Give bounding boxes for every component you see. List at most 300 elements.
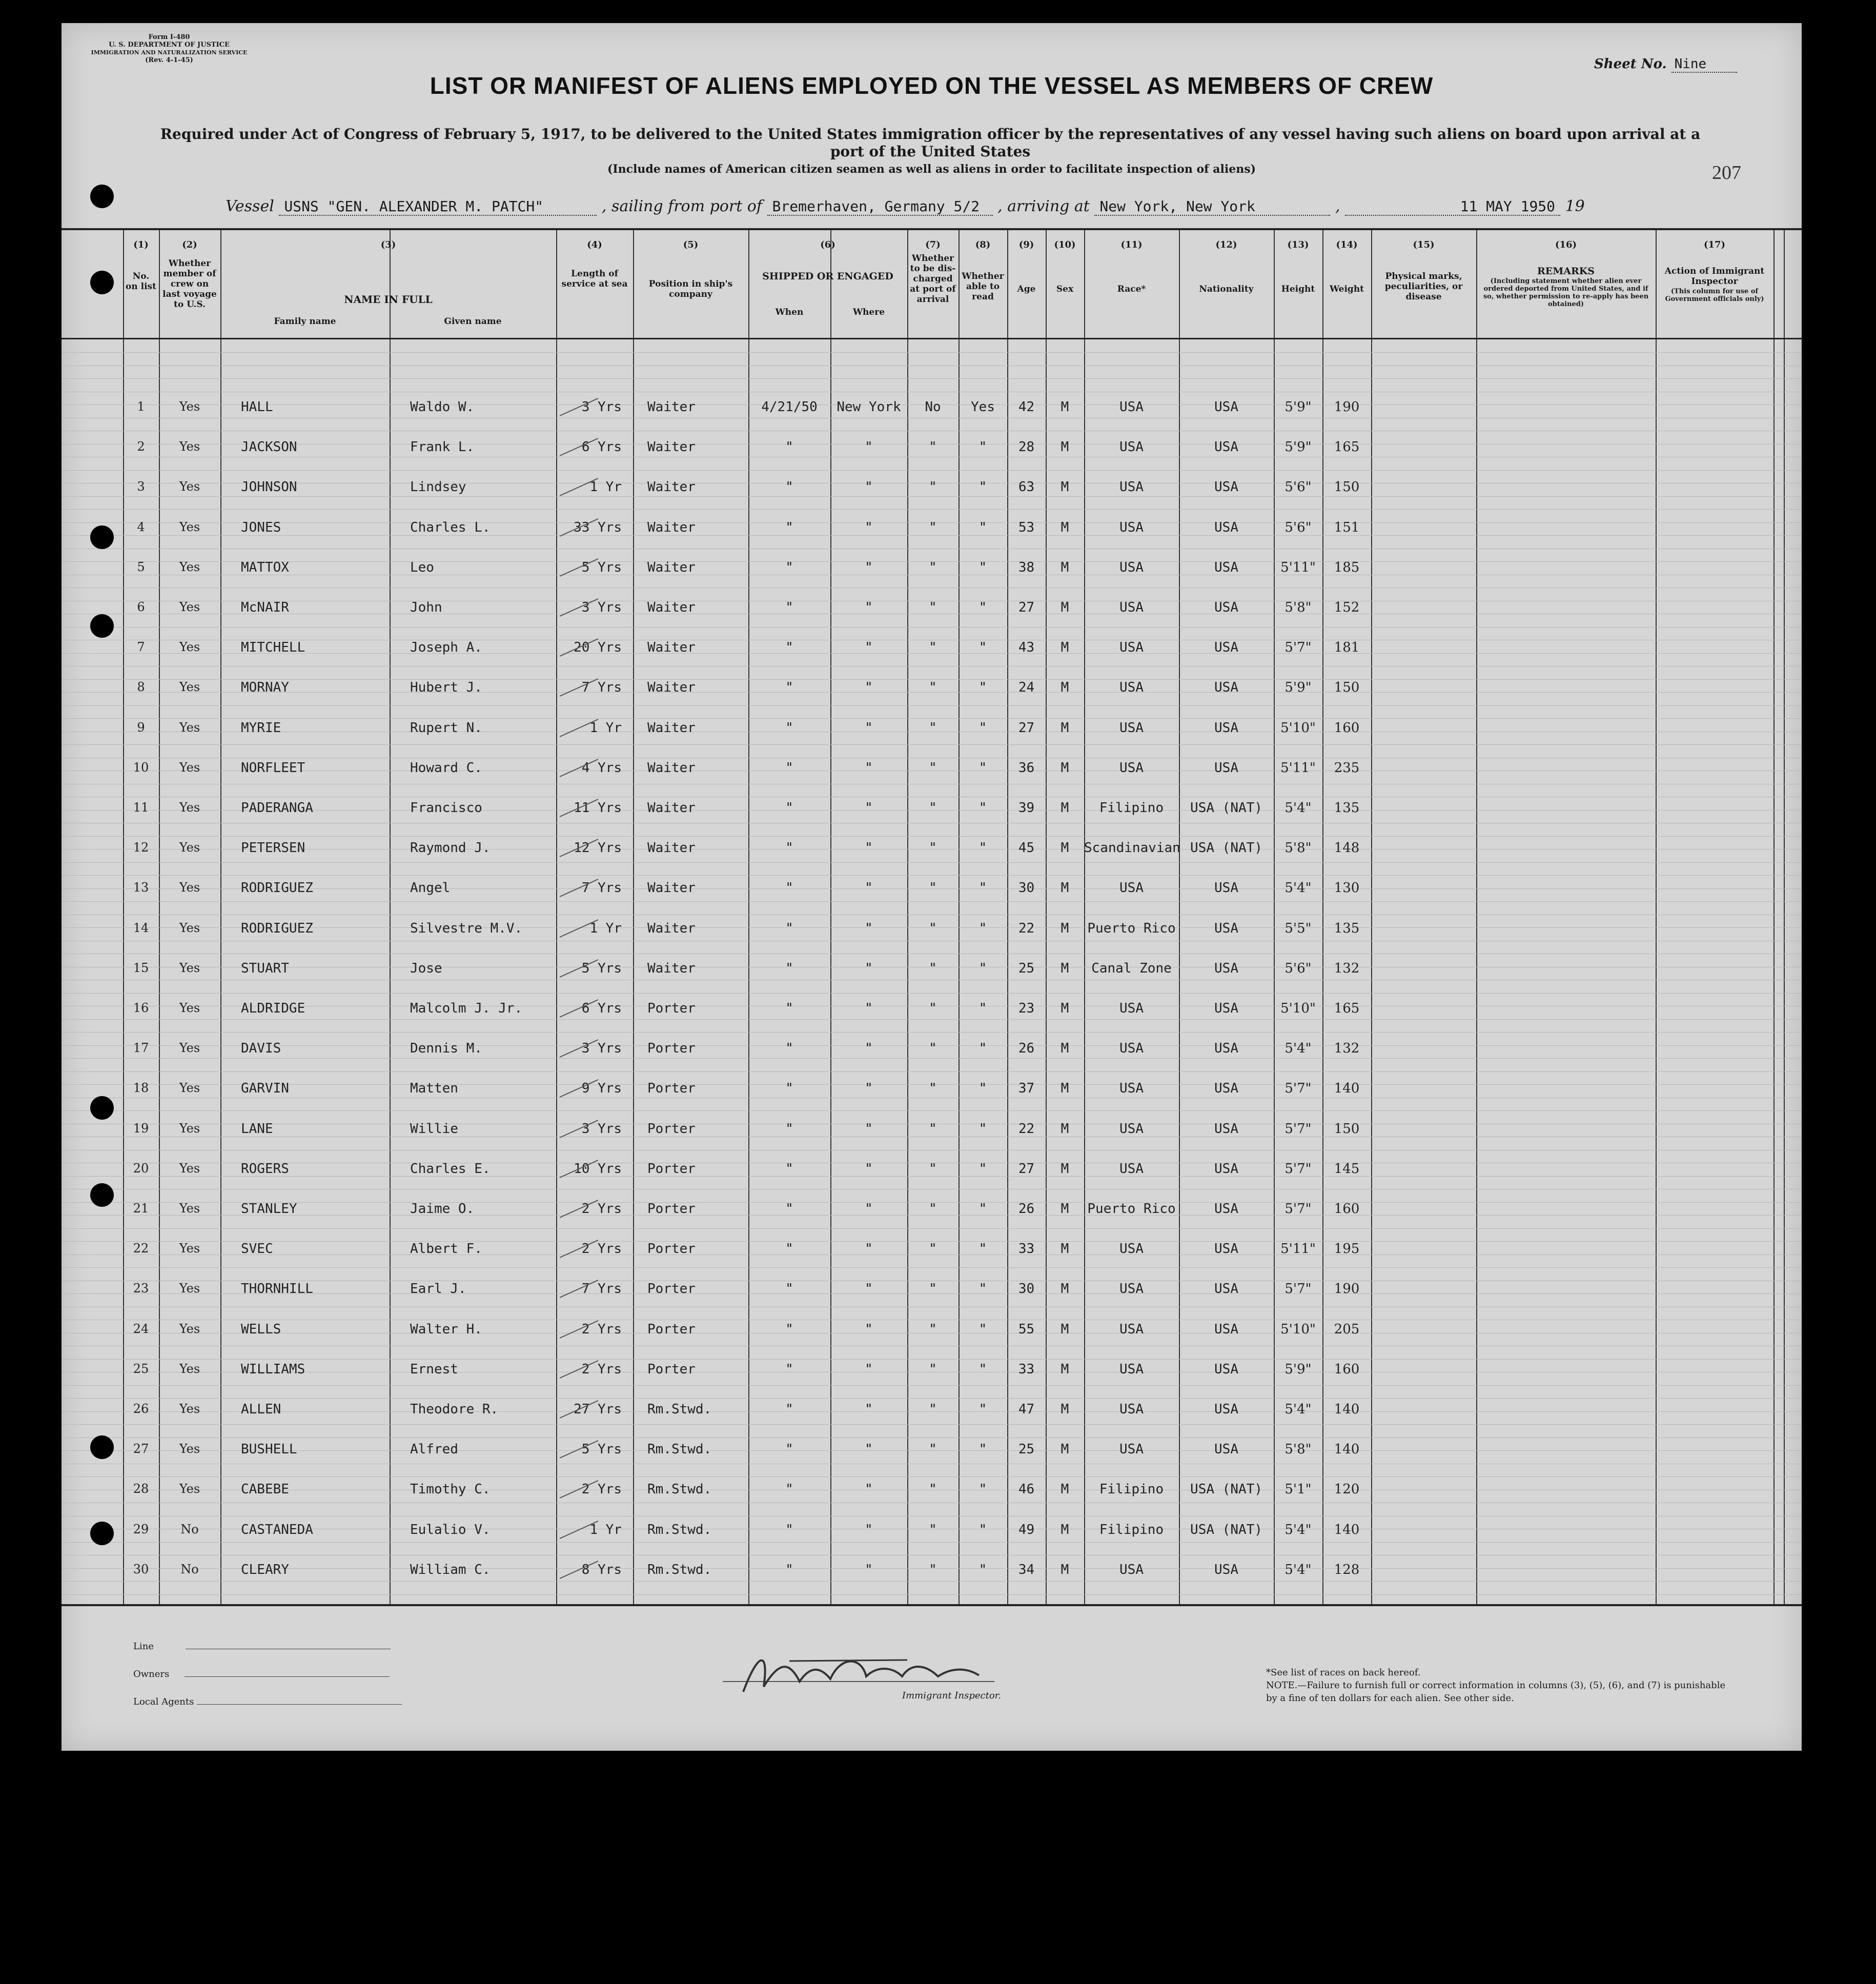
- row-height: 5'10": [1280, 720, 1316, 736]
- agents-label: Local Agents: [133, 1696, 194, 1707]
- row-where: ": [865, 1442, 873, 1457]
- row-number: 18: [133, 1081, 149, 1096]
- header-physical-marks: Physical marks, peculiarities, or disease: [1384, 271, 1463, 302]
- row-race: USA: [1119, 1402, 1144, 1417]
- row-race: USA: [1119, 1041, 1144, 1057]
- row-read: ": [978, 960, 987, 976]
- column-number: (9): [1018, 239, 1034, 250]
- row-number: 11: [133, 800, 149, 815]
- row-height: 5'7": [1284, 1081, 1312, 1097]
- row-sex: M: [1061, 1161, 1069, 1177]
- vessel-label: Vessel: [226, 197, 274, 215]
- row-age: 46: [1018, 1482, 1035, 1497]
- row-position: Waiter: [647, 600, 696, 615]
- row-age: 53: [1018, 519, 1035, 535]
- row-given-name: Eulalio V.: [410, 1522, 491, 1537]
- row-given-name: Ernest: [410, 1361, 458, 1377]
- row-given-name: William C.: [410, 1562, 491, 1577]
- column-number: (15): [1413, 239, 1435, 250]
- row-age: 45: [1018, 840, 1035, 856]
- row-discharged: ": [929, 720, 937, 736]
- row-where: ": [865, 1562, 873, 1577]
- row-position: Waiter: [647, 960, 696, 976]
- row-race: USA: [1119, 1321, 1144, 1337]
- row-discharged: ": [929, 1001, 937, 1016]
- row-number: 27: [133, 1442, 149, 1456]
- ruled-line: [62, 1267, 1802, 1268]
- row-sex: M: [1061, 399, 1069, 415]
- row-nationality: USA: [1214, 1121, 1238, 1137]
- row-given-name: Leo: [410, 559, 434, 575]
- row-height: 5'8": [1284, 840, 1312, 856]
- row-race: USA: [1119, 720, 1144, 736]
- row-race: USA: [1119, 1361, 1144, 1377]
- sailing-label: , sailing from port of: [601, 197, 762, 215]
- row-age: 23: [1018, 1001, 1035, 1016]
- form-meta: [82, 33, 256, 64]
- row-weight: 195: [1334, 1241, 1360, 1257]
- row-where: ": [865, 960, 873, 976]
- row-age: 49: [1018, 1522, 1035, 1537]
- row-weight: 185: [1334, 559, 1360, 575]
- row-read: ": [978, 1161, 987, 1177]
- row-nationality: USA: [1214, 1001, 1238, 1016]
- table-row: [62, 1522, 1802, 1543]
- row-nationality: USA: [1214, 439, 1238, 455]
- row-race: USA: [1119, 1241, 1144, 1257]
- row-service: 12 Yrs: [574, 840, 622, 856]
- check-mark-icon: [557, 1559, 603, 1580]
- row-given-name: Howard C.: [410, 760, 482, 776]
- row-discharged: ": [929, 559, 937, 575]
- row-height: 5'4": [1284, 1402, 1312, 1417]
- row-prev-voyage: Yes: [179, 880, 200, 895]
- header-remarks: REMARKS: [1537, 266, 1595, 277]
- row-race: USA: [1119, 1081, 1144, 1097]
- row-weight: 140: [1334, 1081, 1360, 1097]
- header-height: Height: [1281, 284, 1315, 294]
- row-nationality: USA: [1214, 1321, 1238, 1337]
- row-where: ": [865, 720, 873, 736]
- row-read: ": [978, 720, 987, 736]
- row-height: 5'4": [1284, 800, 1312, 816]
- row-discharged: ": [929, 479, 937, 495]
- row-number: 16: [133, 1001, 149, 1015]
- row-age: 25: [1018, 960, 1035, 976]
- row-position: Waiter: [647, 399, 696, 415]
- row-given-name: Francisco: [410, 800, 482, 816]
- row-where: ": [865, 760, 873, 776]
- row-position: Waiter: [647, 640, 696, 656]
- check-mark-icon: [557, 597, 603, 617]
- row-age: 38: [1018, 559, 1035, 575]
- row-discharged: ": [929, 1241, 937, 1257]
- row-when: ": [785, 1281, 793, 1297]
- row-nationality: USA: [1214, 1161, 1238, 1177]
- header-race: Race*: [1117, 284, 1146, 294]
- row-when: ": [785, 1081, 793, 1097]
- column-number: (17): [1703, 239, 1726, 250]
- row-when: ": [785, 1562, 793, 1577]
- row-when: ": [785, 1321, 793, 1337]
- row-family-name: SVEC: [241, 1241, 273, 1257]
- column-number: (10): [1054, 239, 1076, 250]
- row-read: ": [978, 1321, 987, 1337]
- row-family-name: WELLS: [241, 1321, 281, 1337]
- row-height: 5'4": [1284, 1522, 1312, 1537]
- ruled-line: [62, 1071, 1802, 1072]
- row-service: 20 Yrs: [574, 640, 622, 656]
- ruled-line: [62, 1385, 1802, 1386]
- row-discharged: No: [925, 399, 941, 415]
- punch-hole: [90, 1435, 114, 1459]
- row-where: ": [865, 1081, 873, 1097]
- row-given-name: Dennis M.: [410, 1041, 482, 1057]
- header-given-name: Given name: [444, 316, 502, 327]
- row-service: 2 Yrs: [581, 1361, 622, 1377]
- check-mark-icon: [557, 1519, 603, 1540]
- row-weight: 145: [1334, 1161, 1360, 1177]
- check-mark-icon: [557, 517, 603, 537]
- ruled-line: [62, 352, 1802, 353]
- row-when: ": [785, 920, 793, 936]
- header-no: No. on list: [126, 271, 156, 292]
- row-family-name: MITCHELL: [241, 640, 305, 656]
- table-row: [62, 760, 1802, 781]
- row-position: Porter: [647, 1121, 696, 1137]
- ruled-line: [62, 1476, 1802, 1477]
- row-race: USA: [1119, 559, 1144, 575]
- row-weight: 205: [1334, 1321, 1360, 1337]
- row-where: ": [865, 1201, 873, 1217]
- row-when: ": [785, 559, 793, 575]
- row-discharged: ": [929, 1121, 937, 1137]
- row-family-name: CASTANEDA: [241, 1522, 313, 1537]
- row-when: ": [785, 880, 793, 896]
- row-discharged: ": [929, 640, 937, 656]
- row-given-name: Raymond J.: [410, 840, 491, 856]
- row-position: Waiter: [647, 840, 696, 856]
- row-number: 2: [137, 439, 145, 454]
- row-weight: 120: [1334, 1482, 1360, 1497]
- row-nationality: USA: [1214, 519, 1238, 535]
- row-prev-voyage: Yes: [179, 1361, 200, 1376]
- ruled-line: [62, 901, 1802, 902]
- column-number: (7): [925, 239, 941, 250]
- row-weight: 160: [1334, 1201, 1360, 1217]
- row-family-name: MATTOX: [241, 559, 289, 575]
- row-service: 1 Yr: [589, 479, 622, 495]
- row-sex: M: [1061, 640, 1069, 656]
- row-age: 30: [1018, 1281, 1035, 1297]
- check-mark-icon: [557, 436, 603, 457]
- row-prev-voyage: Yes: [179, 1442, 200, 1456]
- row-service: 9 Yrs: [581, 1081, 622, 1097]
- row-position: Rm.Stwd.: [647, 1562, 712, 1577]
- header-name: NAME IN FULL: [344, 293, 433, 306]
- row-nationality: USA: [1214, 680, 1238, 696]
- row-prev-voyage: No: [180, 1562, 199, 1576]
- row-read: ": [978, 880, 987, 896]
- row-weight: 151: [1334, 519, 1360, 535]
- header-discharged: Whether to be dis-charged at port of arrival: [910, 253, 956, 305]
- row-nationality: USA (NAT): [1190, 840, 1262, 856]
- check-mark-icon: [557, 1319, 603, 1339]
- row-nationality: USA: [1214, 1361, 1238, 1377]
- row-given-name: Matten: [410, 1081, 458, 1097]
- ruled-line: [62, 1359, 1802, 1360]
- row-given-name: Silvestre M.V.: [410, 920, 523, 936]
- check-mark-icon: [557, 877, 603, 898]
- row-race: USA: [1119, 600, 1144, 615]
- row-service: 10 Yrs: [574, 1161, 622, 1177]
- punch-hole: [90, 1183, 114, 1207]
- punch-hole: [90, 525, 114, 549]
- ruled-line: [62, 744, 1802, 745]
- row-service: 7 Yrs: [581, 680, 622, 696]
- row-where: ": [865, 640, 873, 656]
- form-service: IMMIGRATION AND NATURALIZATION SERVICE: [91, 49, 248, 56]
- table-row: [62, 1442, 1802, 1462]
- header-when: When: [775, 307, 804, 317]
- row-service: 11 Yrs: [574, 800, 622, 816]
- row-height: 5'4": [1284, 880, 1312, 896]
- row-service: 8 Yrs: [581, 1562, 622, 1577]
- row-position: Waiter: [647, 519, 696, 535]
- row-prev-voyage: Yes: [179, 1041, 200, 1056]
- row-discharged: ": [929, 1361, 937, 1377]
- row-family-name: CLEARY: [241, 1562, 289, 1577]
- row-position: Porter: [647, 1321, 696, 1337]
- row-sex: M: [1061, 920, 1069, 936]
- ruled-line: [62, 1398, 1802, 1399]
- row-race: USA: [1119, 519, 1144, 535]
- check-mark-icon: [557, 396, 603, 417]
- row-sex: M: [1061, 479, 1069, 495]
- row-age: 30: [1018, 880, 1035, 896]
- row-weight: 150: [1334, 479, 1360, 495]
- column-number: (12): [1215, 239, 1237, 250]
- row-race: USA: [1119, 1442, 1144, 1457]
- table-row: [62, 1161, 1802, 1182]
- row-age: 42: [1018, 399, 1035, 415]
- row-age: 26: [1018, 1041, 1035, 1057]
- row-family-name: CABEBE: [241, 1482, 289, 1497]
- row-given-name: Alfred: [410, 1442, 458, 1457]
- row-where: ": [865, 479, 873, 495]
- row-family-name: STUART: [241, 960, 289, 976]
- row-where: ": [865, 1161, 873, 1177]
- form-dept: U. S. DEPARTMENT OF JUSTICE: [109, 41, 230, 49]
- row-height: 5'6": [1284, 519, 1312, 535]
- row-prev-voyage: Yes: [179, 519, 200, 534]
- row-weight: 140: [1334, 1442, 1360, 1457]
- check-mark-icon: [557, 476, 603, 497]
- row-where: ": [865, 1361, 873, 1377]
- check-mark-icon: [557, 1078, 603, 1098]
- row-family-name: STANLEY: [241, 1201, 297, 1217]
- row-where: ": [865, 439, 873, 455]
- row-given-name: Malcolm J. Jr.: [410, 1001, 523, 1016]
- row-race: USA: [1119, 399, 1144, 415]
- row-prev-voyage: Yes: [179, 1402, 200, 1416]
- table-row: [62, 1081, 1802, 1101]
- row-read: ": [978, 1562, 987, 1577]
- table-row: [62, 520, 1802, 540]
- row-discharged: ": [929, 1041, 937, 1057]
- row-sex: M: [1061, 720, 1069, 736]
- row-weight: 135: [1334, 800, 1360, 816]
- row-height: 5'11": [1280, 760, 1316, 776]
- row-given-name: Earl J.: [410, 1281, 466, 1297]
- check-mark-icon: [557, 557, 603, 577]
- check-mark-icon: [557, 1238, 603, 1259]
- row-service: 5 Yrs: [581, 960, 622, 976]
- row-number: 28: [133, 1482, 149, 1496]
- row-discharged: ": [929, 840, 937, 856]
- table-row: [62, 1362, 1802, 1382]
- row-race: Filipino: [1099, 1522, 1164, 1537]
- row-race: USA: [1119, 640, 1144, 656]
- row-position: Waiter: [647, 880, 696, 896]
- row-number: 24: [133, 1321, 149, 1336]
- row-when: ": [785, 680, 793, 696]
- sheet-label: Sheet No.: [1594, 56, 1667, 72]
- column-number: (1): [133, 239, 149, 250]
- row-family-name: ALDRIDGE: [241, 1001, 305, 1016]
- header-position: Position in ship's company: [648, 279, 733, 299]
- row-weight: 132: [1334, 960, 1360, 976]
- row-given-name: Theodore R.: [410, 1402, 499, 1417]
- check-mark-icon: [557, 1118, 603, 1139]
- row-service: 27 Yrs: [574, 1402, 622, 1417]
- manifest-sheet: [62, 23, 1802, 1751]
- table-row: [62, 921, 1802, 941]
- row-when: ": [785, 519, 793, 535]
- row-height: 5'10": [1280, 1321, 1316, 1337]
- column-number: (6): [820, 239, 835, 250]
- row-read: ": [978, 559, 987, 575]
- row-sex: M: [1061, 1281, 1069, 1297]
- row-service: 3 Yrs: [581, 1121, 622, 1137]
- row-discharged: ": [929, 1562, 937, 1577]
- row-sex: M: [1061, 1241, 1069, 1257]
- row-service: 6 Yrs: [581, 439, 622, 455]
- table-row: [62, 1281, 1802, 1302]
- row-given-name: Rupert N.: [410, 720, 482, 736]
- row-race: USA: [1119, 760, 1144, 776]
- row-number: 21: [133, 1201, 149, 1216]
- owners-label: Owners: [133, 1669, 170, 1679]
- inspector-label: Immigrant Inspector.: [902, 1690, 1002, 1701]
- row-where: ": [865, 1482, 873, 1497]
- row-prev-voyage: No: [180, 1522, 199, 1536]
- row-nationality: USA: [1214, 559, 1238, 575]
- header-read: Whether able to read: [962, 271, 1004, 302]
- row-position: Rm.Stwd.: [647, 1482, 712, 1497]
- row-when: ": [785, 439, 793, 455]
- crew-table: [62, 228, 1802, 1606]
- row-when: ": [785, 1482, 793, 1497]
- row-weight: 190: [1334, 399, 1360, 415]
- row-prev-voyage: Yes: [179, 920, 200, 935]
- row-service: 5 Yrs: [581, 1442, 622, 1457]
- arriving-label: , arriving at: [997, 197, 1090, 215]
- row-where: ": [865, 1041, 873, 1057]
- column-number: (8): [975, 239, 991, 250]
- row-height: 5'9": [1284, 399, 1312, 415]
- row-nationality: USA: [1214, 479, 1238, 495]
- row-when: ": [785, 600, 793, 615]
- row-prev-voyage: Yes: [179, 640, 200, 655]
- header-remarks-note: (Including statement whether alien ever ordered deported from United States, and if so, whether permission to re-apply has been obtained): [1483, 277, 1649, 308]
- row-nationality: USA: [1214, 1281, 1238, 1297]
- check-mark-icon: [557, 998, 603, 1018]
- row-position: Waiter: [647, 920, 696, 936]
- row-where: ": [865, 1281, 873, 1297]
- row-where: ": [865, 559, 873, 575]
- row-read: ": [978, 1041, 987, 1057]
- ruled-line: [62, 705, 1802, 706]
- row-given-name: Albert F.: [410, 1241, 482, 1257]
- row-height: 5'7": [1284, 1281, 1312, 1297]
- table-row: [62, 560, 1802, 580]
- row-family-name: JOHNSON: [241, 479, 297, 495]
- row-age: 28: [1018, 439, 1035, 455]
- check-mark-icon: [557, 757, 603, 778]
- row-read: ": [978, 439, 987, 455]
- row-position: Porter: [647, 1281, 696, 1297]
- row-weight: 150: [1334, 680, 1360, 696]
- row-given-name: Waldo W.: [410, 399, 475, 415]
- row-height: 5'9": [1284, 439, 1312, 455]
- row-given-name: Charles L.: [410, 519, 491, 535]
- row-sex: M: [1061, 1442, 1069, 1457]
- row-discharged: ": [929, 960, 937, 976]
- row-nationality: USA: [1214, 880, 1238, 896]
- row-prev-voyage: Yes: [179, 800, 200, 815]
- check-mark-icon: [557, 677, 603, 697]
- row-prev-voyage: Yes: [179, 1201, 200, 1216]
- row-when: ": [785, 1041, 793, 1057]
- row-height: 5'5": [1284, 920, 1312, 936]
- table-row: [62, 439, 1802, 460]
- table-row: [62, 1402, 1802, 1422]
- row-race: USA: [1119, 1281, 1144, 1297]
- row-age: 26: [1018, 1201, 1035, 1217]
- row-read: ": [978, 1121, 987, 1137]
- row-age: 27: [1018, 600, 1035, 615]
- page-title: LIST OR MANIFEST OF ALIENS EMPLOYED ON THE VESSEL AS MEMBERS OF CREW: [430, 72, 1434, 99]
- row-family-name: PADERANGA: [241, 800, 313, 816]
- table-row: [62, 840, 1802, 861]
- row-number: 3: [137, 479, 145, 494]
- check-mark-icon: [557, 1038, 603, 1058]
- column-number: (14): [1336, 239, 1358, 250]
- row-sex: M: [1061, 519, 1069, 535]
- row-age: 37: [1018, 1081, 1035, 1097]
- row-given-name: Jose: [410, 960, 442, 976]
- sheet-value: Nine: [1671, 56, 1738, 73]
- row-number: 19: [133, 1121, 149, 1136]
- row-number: 15: [133, 960, 149, 975]
- ruled-line: [62, 836, 1802, 837]
- form-number: Form I-480: [148, 33, 190, 41]
- row-number: 20: [133, 1161, 149, 1176]
- row-read: ": [978, 1241, 987, 1257]
- row-number: 9: [137, 720, 145, 735]
- check-mark-icon: [557, 918, 603, 938]
